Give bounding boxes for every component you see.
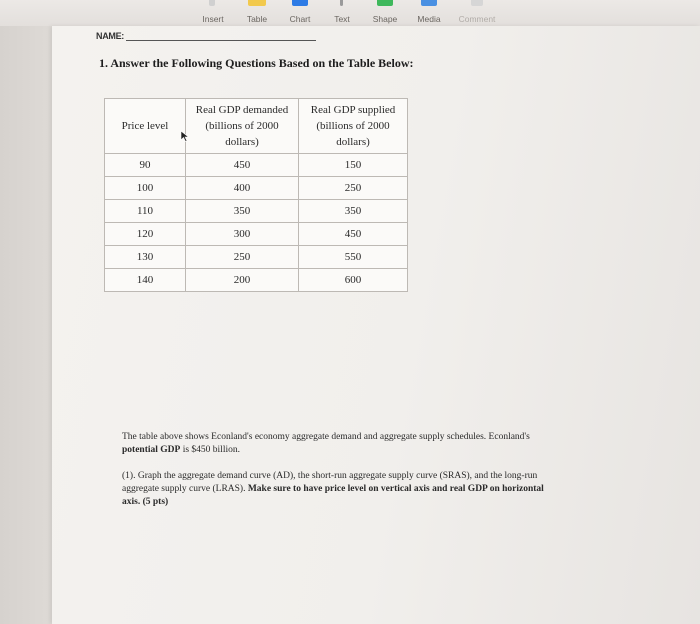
table-row — [105, 154, 408, 177]
demanded-cell: 250 — [186, 246, 299, 269]
name-label: NAME: — [96, 31, 124, 41]
table-label: Table — [246, 14, 268, 24]
table-row — [105, 223, 408, 246]
header-gdp-supplied: Real GDP supplied (billions of 2000 dollars) — [299, 99, 408, 154]
chart-label: Chart — [289, 14, 311, 24]
supplied-cell: 550 — [299, 246, 408, 269]
comment-button[interactable] — [454, 0, 500, 26]
left-margin — [0, 26, 52, 624]
demanded-cell: 400 — [186, 177, 299, 200]
insert-label: Insert — [202, 14, 224, 24]
name-field — [96, 30, 316, 41]
supplied-cell: 150 — [299, 154, 408, 177]
table-row — [105, 269, 408, 292]
supplied-cell: 450 — [299, 223, 408, 246]
supplied-cell: 350 — [299, 200, 408, 223]
supplied-cell: 600 — [299, 269, 408, 292]
toolbar — [0, 0, 700, 27]
paragraph1-text: The table above shows Econland's economy aggregate demand and aggregate supply schedules. Econland's — [122, 432, 530, 442]
table-header-row — [105, 99, 408, 154]
supplied-cell: 250 — [299, 177, 408, 200]
mouse-cursor-icon — [180, 130, 190, 142]
demanded-cell: 300 — [186, 223, 299, 246]
price-cell: 140 — [105, 269, 186, 292]
table-row — [105, 246, 408, 269]
axis-instruction: Make sure to have price level on vertical axis and real GDP on horizontal axis. (5 pts) — [122, 484, 544, 507]
paragraph2-text: (1). Graph the aggregate demand curve (AD), the short-run aggregate supply curve (SRAS), and the long-run aggregate supply curve (LRAS). — [122, 471, 538, 494]
shape-label: Shape — [372, 14, 398, 24]
chart-button[interactable] — [285, 0, 315, 26]
comment-label: Comment — [458, 14, 496, 24]
media-icon — [421, 0, 437, 6]
graph-task-paragraph — [122, 470, 562, 509]
demanded-cell: 450 — [186, 154, 299, 177]
table-row — [105, 177, 408, 200]
price-cell: 110 — [105, 200, 186, 223]
shape-button[interactable] — [369, 0, 401, 26]
price-cell: 120 — [105, 223, 186, 246]
header-price-level: Price level — [105, 99, 186, 154]
media-button[interactable] — [413, 0, 445, 26]
paragraph1-text-end: is $450 billion. — [180, 445, 240, 455]
document-page[interactable] — [52, 26, 700, 624]
text-icon — [340, 0, 343, 6]
demanded-cell: 350 — [186, 200, 299, 223]
price-cell: 130 — [105, 246, 186, 269]
chart-icon — [292, 0, 308, 6]
comment-icon — [471, 0, 483, 6]
demanded-cell: 200 — [186, 269, 299, 292]
price-cell: 100 — [105, 177, 186, 200]
header-gdp-demanded: Real GDP demanded (billions of 2000 dollars) — [186, 99, 299, 154]
price-cell: 90 — [105, 154, 186, 177]
potential-gdp-term: potential GDP — [122, 445, 181, 455]
question-heading: 1. Answer the Following Questions Based on the Table Below: — [99, 56, 414, 70]
table-button[interactable] — [242, 0, 272, 26]
media-label: Media — [417, 14, 441, 24]
text-label: Text — [334, 14, 350, 24]
text-button[interactable] — [329, 0, 355, 26]
instructions-paragraph — [122, 431, 562, 457]
shape-icon — [377, 0, 393, 6]
schedule-table — [104, 98, 408, 292]
insert-icon — [209, 0, 215, 6]
insert-button[interactable] — [196, 0, 230, 26]
name-line — [126, 30, 316, 41]
table-icon — [248, 0, 266, 6]
table-row — [105, 200, 408, 223]
